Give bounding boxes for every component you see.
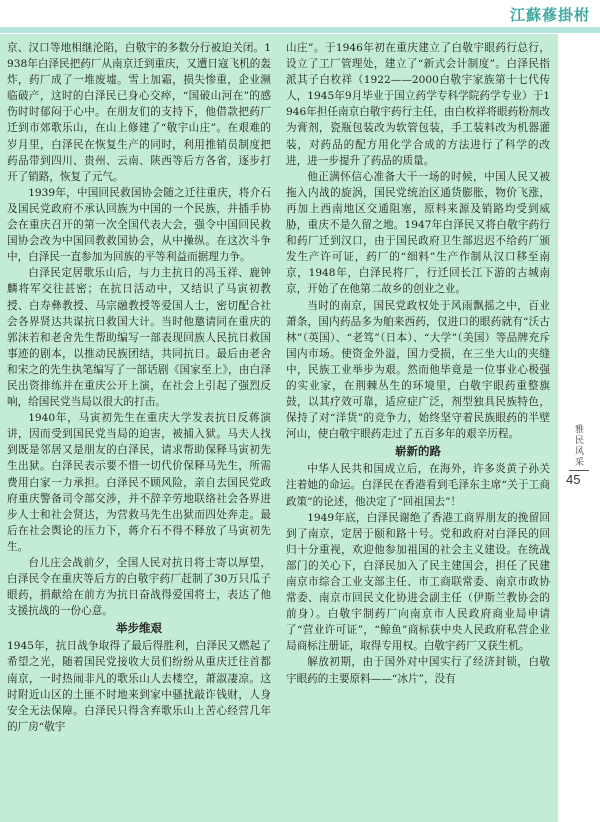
paragraph: 当时的南京，国民党政权处于风雨飘摇之中，百业萧条，国内药品多为舶来西药，仅进口的眼药就有“沃古林”（英国）、“老笃”（日本）、“大学”（美国）等品牌充斥国内市场。使资金外溢，国力受损，在三坐大山的夹缝中，民族工业举步为艰。然而他毕竟是一位事业心极强的实业家，在荆棘丛生的环境里，白敬宇眼药重整旗鼓，以其疗效可靠，适应症广泛，剂型独具民族特色，保持了对“洋货”的竞争力，始终坚守着民族眼药的半壁河山，使白敬宇眼药走过了五百多年的艰辛历程。 — [286, 299, 550, 441]
left-column — [7, 40, 271, 735]
paragraph: 中华人民共和国成立后，在海外，许多炎黄子孙关注着她的命运。白泽民在香港看到毛泽东主席“关于工商政策”的论述，他决定了“回祖国去”！ — [286, 463, 550, 508]
paragraph: 山庄”。于1946年初在重庆建立了白敬宇眼药行总行，设立了工厂管理处，建立了“新式会计制度”。白泽民指派其子白枚祥（1922——2000白敬宇家族第十七代传人，1945年9月毕业于国立药学专科学院药学专业）于1946年担任南京白敬宇药行主任，由白枚祥将眼药粉剂改为膏剂，瓷瓶包装改为软管包装，手工装料改为机器灌装，对药品的配方用化学合成的方法进行了科学的改进，进一步提升了药品的质量。 — [286, 42, 550, 167]
header-rule — [0, 27, 600, 33]
right-column — [286, 40, 550, 687]
paragraph: 解放初期，由于国外对中国实行了经济封锁，白敬宇眼药的主要原料——“冰片”，没有 — [286, 656, 550, 685]
paragraph: 他正满怀信心准备大干一场的时候，中国人民又被拖入内战的旋涡，国民党统治区通货膨胀，物价飞涨，再加上西南地区交通阻塞，原料来源及销路均受到威胁，重庆不是久留之地。1947年白泽民又将白敬宇药行和药厂迁到汉口，由于国民政府卫生部迟迟不给药厂颁发生产许可证，药厂的“细料”生产作制从汉口移至南京，1948年，白泽民将厂，行迁回长江下游的古城南京，开始了在他第二故乡的创业之业。 — [286, 170, 550, 296]
paragraph: 京、汉口等地相继沦陷，白敬宇的多数分行被迫关闭。1938年白泽民把药厂从南京迁到重庆，又遭日寇飞机的轰炸，药厂成了一堆废墟。雪上加霜，损失惨重，企业濒临破产，这时的白泽民已身心交瘁，“国破山河在”的感伤时时郁闷于心中。在朋友们的支持下，他借款把药厂迁到市郊歌乐山，在山上修建了“敬宇山庄”。在艰难的岁月里，白泽民在恢复生产的同时，利用推销员制度把药品带到四川、贵州、云南、陕西等后方各省，逐步打开了销路，恢复了元气。 — [7, 42, 271, 183]
paragraph: 1949年底，白泽民谢绝了香港工商界朋友的挽留回到了南京，定居于颐和路十号。党和政府对白泽民的回归十分重视，欢迎他参加祖国的社会主义建设。在统战部门的关心下，白泽民加入了民主建国会，担任了民建南京市综合工业支部主任、市工商联常委、南京市政协常委、南京市回民文化协进会副主任（伊斯兰教协会的前身）。白敬宇制药厂向南京市人民政府商业局申请了“营业许可证”，“鲸鱼”商标获中央人民政府私营企业局商标注册证，取得专用权。白敬宇药厂又获生机。 — [286, 511, 550, 653]
paragraph: 1939年，中国回民救国协会随之迁往重庆，将介石及国民党政府不承认回族为中国的一个民族，并插手协会在重庆召开的第一次全国代表大会，强令中国回民救国协会改为中国回教救国协会，从中操纵。在这次斗争中，白泽民一直参加为回族的平等利益而据理力争。 — [7, 186, 271, 264]
section-heading: 崭新的路 — [395, 444, 441, 459]
column-label: 雅民风采 — [573, 424, 583, 468]
paragraph: 1940年，马寅初先生在重庆大学发表抗日反蒋演讲，因而受到国民党当局的迫害，被捕入狱。马夫人找到既是邻居又是朋友的白泽民，请求帮助保释马寅初先生出狱。白泽民表示要不惜一切代价保释马先生，所需费用白家一力承担。白泽民不顾风险，亲自去国民党政府重庆警备司令部交涉，并不辞辛劳地联络社会各界进步人士和社会贤达，为营救马先生出狱而四处奔走。最后在社会舆论的压力下，蒋介石不得不释放了马寅初先生。 — [7, 412, 271, 553]
paragraph: 台儿庄会战前夕，全国人民对抗日将士寄以厚望，白泽民令在重庆等后方的白敬宇药厂赶制了30万只瓜子眼药，捐献给在前方为抗日奋战得爱国将士，表达了他支援抗战的一份心意。 — [7, 557, 271, 618]
paragraph: 1945年，抗日战争取得了最后得胜利，白泽民又燃起了希望之光，随着国民党接收大员们纷纷从重庆迁往首都南京，一时热闹非凡的歌乐山人去楼空，萧淑凄凉。这时附近山区的土匪不时地来到家中骚扰敲诈钱财，人身安全无法保障。白泽民只得含弃歌乐山上苦心经营几年的厂房“敬宇 — [7, 640, 271, 733]
page-number-rule — [569, 470, 589, 471]
page-number: 45 — [566, 472, 581, 487]
section-heading: 举步维艰 — [116, 621, 162, 636]
paragraph: 白泽民定居歌乐山后，与力主抗日的冯玉祥、鹿钟麟将军交往甚密；在抗日活动中，又结识了马寅初教授、白寿彝教授、马宗融教授等爱国人士，密切配合社会各界贤达共谋抗日救国大计。当时他邀请同在重庆的郭沫若和老舍先生帮助编写一部表现回族人民抗日救国事迹的剧本，以推动民族团结，共同抗日。最后由老舍和宋之的先生执笔编写了一部话剧《国家至上》，由白泽民出资排练并在重庆公开上演，在社会上引起了强烈反响，给国民党当局以很大的打击。 — [7, 267, 271, 409]
magazine-title: 江蘇蓚掛柎 — [509, 6, 590, 24]
